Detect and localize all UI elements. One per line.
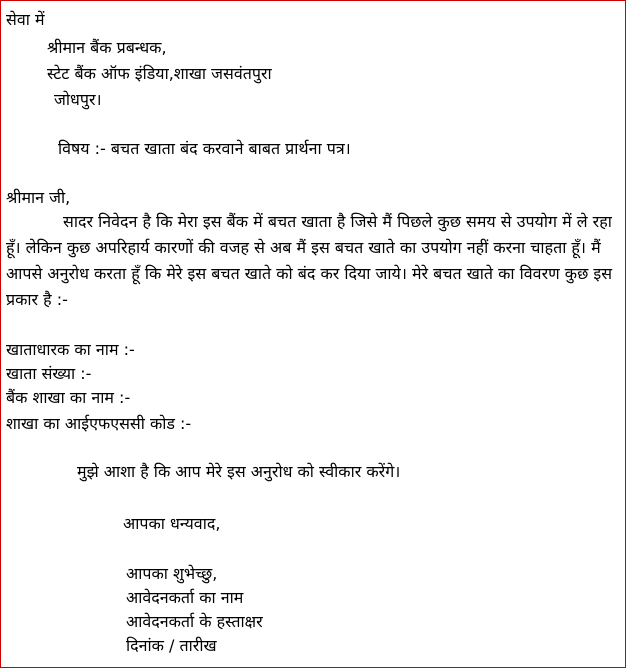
detail-account-number: खाता संख्या :- <box>6 364 92 383</box>
detail-holder-name: खाताधारक का नाम :- <box>6 340 135 359</box>
signoff-applicant-name: आवेदनकर्ता का नाम <box>126 588 244 607</box>
detail-ifsc-code: शाखा का आईएफएससी कोड :- <box>6 414 192 433</box>
detail-branch-name: बैंक शाखा का नाम :- <box>6 388 131 407</box>
thanks-line: आपका धन्यवाद, <box>123 514 221 533</box>
recipient-bank-branch: स्टेट बैंक ऑफ इंडिया,शाखा जसवंतपुरा <box>47 64 272 83</box>
salutation-to: सेवा में <box>6 10 45 29</box>
recipient-title: श्रीमान बैंक प्रबन्धक, <box>47 38 167 57</box>
subject-line: विषय :- बचत खाता बंद करवाने बाबत प्रार्थना पत्र। <box>58 139 351 158</box>
signoff-date: दिनांक / तारीख <box>126 636 217 655</box>
recipient-city: जोधपुर। <box>54 90 102 109</box>
closing-hope: मुझे आशा है कि आप मेरे इस अनुरोध को स्वीकार करेंगे। <box>77 462 401 481</box>
signoff-well-wisher: आपका शुभेच्छु, <box>126 564 218 583</box>
body-paragraph: सादर निवेदन है कि मेरा इस बैंक में बचत खाता है जिसे मैं पिछले कुछ समय से उपयोग में ले रहा हूँ। लेकिन कुछ अपरिहार्य कारणों की वजह से अब मैं इस बचत खाते का उपयोग नहीं करना चाहता हूँ। मैं आपसे अनुरोध करता हूँ कि मेरे इस बचत खाते को बंद कर दिया जाये। मेरे बचत खाते का विवरण कुछ इस प्रकार है :- <box>6 212 613 309</box>
signoff-signature: आवेदनकर्ता के हस्ताक्षर <box>126 612 263 631</box>
greeting: श्रीमान जी, <box>6 188 71 207</box>
